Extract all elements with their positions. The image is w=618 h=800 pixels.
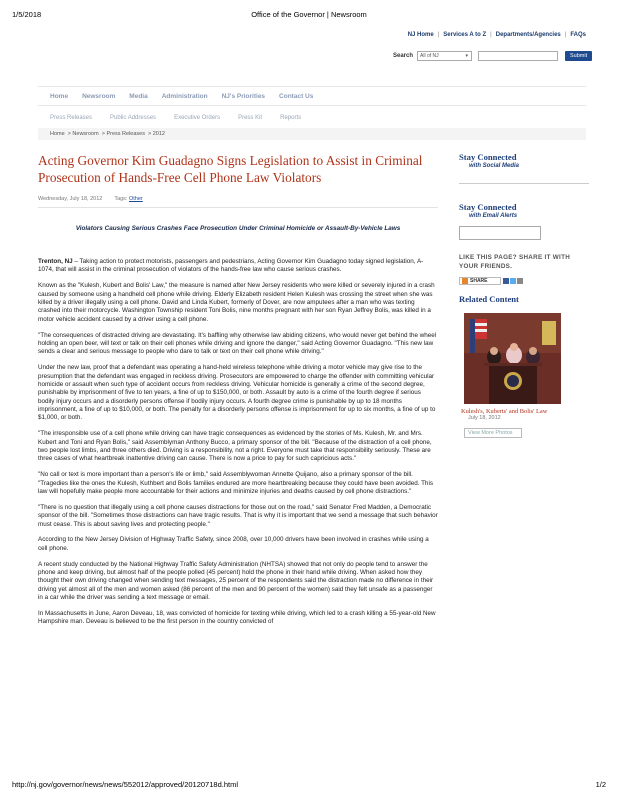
utility-separator: | [490, 32, 492, 38]
article-body [38, 258, 438, 627]
print-header [12, 10, 606, 20]
subnav-press-kit[interactable]: Press Kit [238, 115, 263, 121]
main-nav [38, 86, 586, 106]
article-meta [38, 196, 438, 208]
nav-media[interactable]: Media [129, 92, 148, 100]
article-paragraph: "The irresponsible use of a cell phone while driving can have tragic consequences as evidenced by the stories of Ms. Kulesh, Mr. and Mrs. Kubert and Toni and Ryan Bolis," said Assemblyman Anthony Bucco, a primary sponsor of the bill. "Because of the distraction of a cell phone, two people lost limbs, and three others died. Driving is a responsibility, not a right. Everyone must take that responsibility seriously. These are three cases of what heartbreak inattentive driving can cause. There is now a price to pay for such capricious acts." [38, 430, 432, 463]
sidebar-divider [459, 183, 589, 184]
email-alerts-title[interactable]: Stay Connected [459, 202, 517, 212]
nav-contact[interactable]: Contact Us [279, 92, 314, 100]
breadcrumb-home[interactable]: Home [50, 131, 65, 137]
email-icon[interactable] [517, 278, 523, 284]
related-date: July 18, 2012 [468, 415, 501, 421]
utility-link-faqs[interactable]: FAQs [570, 32, 586, 38]
share-prompt: LIKE THIS PAGE? SHARE IT WITH YOUR FRIENDS. [459, 254, 571, 270]
search-bar [393, 51, 592, 61]
social-media-title[interactable]: Stay Connected [459, 152, 517, 162]
article-paragraph: Under the new law, proof that a defendant was operating a hand-held wireless telephone while driving a motor vehicle may give rise to the presumption that the defendant was engaged in reckless driving. Prosecutors are empowered to charge the offender with committing vehicular homicide or assault when such type of accident occurs from reckless driving. Vehicular homicide is generally a crime of the second degree, punishable by imprisonment of five to ten years, a fine of up to $150,000, or both. Assault by auto is a crime of the fourth degree if serious bodily injury occurs and a disorderly persons offense if bodily injury occurs. A fourth degree crime is punishable by up to 18 months imprisonment, a fine of up to $10,000, or both. The penalty for a disorderly persons offense is imprisonment for up to six months, a fine of up to $1,000, or both. [38, 364, 436, 422]
article-paragraph: "No call or text is more important than a person's life or limb," said Assemblywoman Annette Quijano, also a primary sponsor of the bill. "Tragedies like the ones the Kulesh, Kuthbert and Bolis families endured are more heartbreaking because they could have been avoided. This law will hopefully make people more accountable for their actions and minimize injuries and deaths caused by cell phone distractions." [38, 471, 433, 495]
search-scope-value: All of NJ [420, 53, 439, 59]
utility-nav [408, 32, 586, 38]
share-service-icons [503, 278, 523, 284]
print-url: http://nj.gov/governor/news/news/552012/approved/20120718d.html [12, 780, 238, 789]
print-page-number: 1/2 [595, 780, 606, 789]
utility-link-nj-home[interactable]: NJ Home [407, 32, 434, 38]
search-input[interactable] [478, 51, 558, 61]
utility-separator: | [564, 32, 567, 38]
search-submit-button[interactable]: Submit [565, 51, 592, 61]
chevron-down-icon: ▾ [465, 53, 469, 59]
breadcrumb-newsroom[interactable]: > Newsroom [67, 131, 99, 137]
article-lead: Trenton, NJ [38, 258, 73, 265]
tag-link-other[interactable]: Other [129, 196, 143, 202]
breadcrumb-press-releases[interactable]: > Press Releases [101, 131, 145, 137]
search-scope-select[interactable] [417, 51, 472, 61]
article-paragraph: In Massachusetts in June, Aaron Deveau, 18, was convicted of homicide for texting while driving, which led to a crash killing a 55-year-old New Hampshire man. Deveau is believed to be the first person in the country convicted of [38, 610, 436, 626]
email-alerts-subtitle[interactable]: with Email Alerts [469, 213, 518, 219]
share-button[interactable] [459, 277, 501, 285]
utility-link-services[interactable]: Services A to Z [443, 32, 487, 38]
facebook-icon[interactable] [503, 278, 509, 284]
subnav-executive-orders[interactable]: Executive Orders [174, 115, 221, 121]
share-bar [459, 277, 589, 285]
breadcrumb-year[interactable]: > 2012 [147, 131, 165, 137]
breadcrumb [38, 128, 586, 140]
social-media-subtitle[interactable]: with Social Media [469, 163, 520, 169]
related-photo[interactable] [464, 313, 561, 404]
nav-home[interactable]: Home [50, 92, 69, 100]
print-title: Office of the Governor | Newsroom [251, 10, 367, 19]
search-label: Search [393, 53, 414, 59]
print-date: 1/5/2018 [12, 10, 42, 19]
view-more-photos-button[interactable]: View More Photos [464, 428, 522, 438]
bill-signing-photo-icon [464, 313, 561, 404]
article-paragraph: "There is no question that illegally using a cell phone causes distractions for those out on the road," said Senator Fred Madden, a Democratic sponsor of the bill. "Sometimes those distractions can have tragic results. That is why it is important that we send a message that such behavior must cease. This is about saving lives and protecting people." [38, 503, 438, 528]
article [38, 152, 438, 634]
tags-label: Tags: [114, 196, 128, 202]
nav-administration[interactable]: Administration [161, 92, 208, 100]
article-paragraph: "The consequences of distracted driving are devastating. It's baffling why otherwise law abiding citizens, who would never get behind the wheel holding an open beer, will text or talk on their cell phones while driving and ignore the danger," said Acting Governor Guadagno. "This new law sends a clear and serious message to people who dare to talk or text on their cell phone while driving." [38, 331, 437, 356]
subnav-public-addresses[interactable]: Public Addresses [110, 115, 157, 121]
sub-nav [38, 111, 586, 125]
subnav-reports[interactable]: Reports [280, 115, 302, 121]
utility-link-departments[interactable]: Departments/Agencies [495, 32, 561, 38]
related-content-title: Related Content [459, 294, 519, 304]
subnav-press-releases[interactable]: Press Releases [50, 115, 93, 121]
article-headline: Acting Governor Kim Guadagno Signs Legislation to Assist in Criminal Prosecution of Hands-Free Cell Phone Law Violators [38, 153, 423, 185]
twitter-icon[interactable] [510, 278, 516, 284]
article-lead-text: – Taking action to protect motorists, passengers and pedestrians, Acting Governor Kim Guadagno today signed legislation, A-1074, that will assist in the criminal prosecution of violators of the hands-free law who cause serious crashes. [38, 258, 424, 274]
article-date: Wednesday, July 18, 2012 [38, 196, 103, 202]
article-tags [114, 196, 142, 202]
related-caption[interactable]: Kulesh's, Kuberts' and Bolis' Law [461, 408, 548, 415]
article-paragraph: According to the New Jersey Division of Highway Traffic Safety, since 2008, over 10,000 drivers have been involved in crashes while using a cell phone. [38, 536, 429, 552]
nav-priorities[interactable]: NJ's Priorities [221, 92, 266, 100]
article-subhead: Violators Causing Serious Crashes Face Prosecution Under Criminal Homicide or Assault-By-Vehicle Laws [75, 225, 401, 232]
email-alert-input[interactable] [459, 226, 541, 240]
sidebar [459, 152, 589, 438]
utility-separator: | [437, 32, 440, 38]
print-footer [12, 780, 606, 789]
article-paragraph: A recent study conducted by the National Highway Traffic Safety Administration (NHTSA) showed that not only do people tend to answer the phone and keep driving, but almost half of the people polled (45 percent) hold the phone in their hand while driving. When asked how they thought their own driving changed when sending text messages, 25 percent of the respondents said the distraction made no difference in their driving yet almost all of the men and women asked (86 percent of the men and 90 percent of the women) said they felt unsafe as a passenger in a car while the driver was sending a text message or email. [38, 560, 434, 602]
nav-newsroom[interactable]: Newsroom [82, 92, 116, 100]
share-label: SHARE [470, 278, 488, 284]
article-paragraph: Known as the "Kulesh, Kubert and Bolis' Law," the measure is named after New Jersey residents who were killed or severely injured in a crash caused by someone using a handheld cell phone while driving. Elderly Elizabeth resident Helen Kulesh was crossing the street when she was killed by a driver illegally using a cell phone. David and Linda Kubert, formerly of Dover, are now amputees after a man who was texting crashed into their motorcycle. Washington Township resident Toni Bolis, nine months pregnant with her son Ryan Jeffrey Bolis, was killed in a motor vehicle accident caused by a driver using a cell phone. [38, 282, 435, 323]
share-icon [462, 278, 468, 284]
article-paragraph [38, 258, 438, 275]
